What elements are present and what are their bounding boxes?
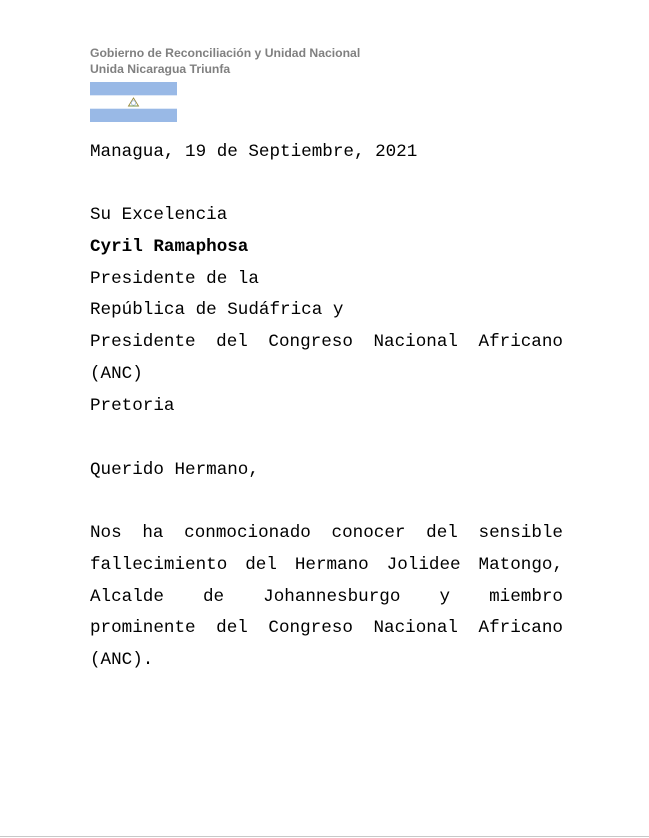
nicaragua-flag-icon (90, 82, 177, 122)
letter-date (90, 137, 563, 169)
recipient-party-role: Presidente del Congreso Nacional Africano (ANC) (90, 332, 563, 384)
letterhead (90, 45, 360, 77)
recipient-title-line-2: República de Sudáfrica y (90, 300, 344, 321)
greeting-text: Querido Hermano, (90, 460, 259, 480)
letterhead-government-name: Gobierno de Reconciliación y Unidad Nacional (90, 46, 361, 60)
recipient-name: Cyril Ramaphosa (90, 236, 249, 257)
flag-top-stripe (90, 82, 177, 95)
flag-graphic (90, 82, 177, 122)
salutation-title: Su Excelencia (90, 205, 228, 225)
letter-body-paragraph: Nos ha conmocionado conocer del sensible fallecimiento del Hermano Jolidee Matongo, Alcalde de Johannesburgo y miembro prominente del Congreso Nacional Africano (ANC). (90, 523, 563, 671)
flag-bottom-stripe (90, 109, 177, 122)
letter-greeting (90, 455, 563, 487)
recipient-city: Pretoria (90, 395, 175, 416)
date-text: Managua, 19 de Septiembre, 2021 (90, 142, 418, 162)
letterhead-slogan: Unida Nicaragua Triunfa (90, 62, 231, 76)
recipient-address (90, 200, 563, 423)
recipient-title-line-1: Presidente de la (90, 268, 259, 289)
